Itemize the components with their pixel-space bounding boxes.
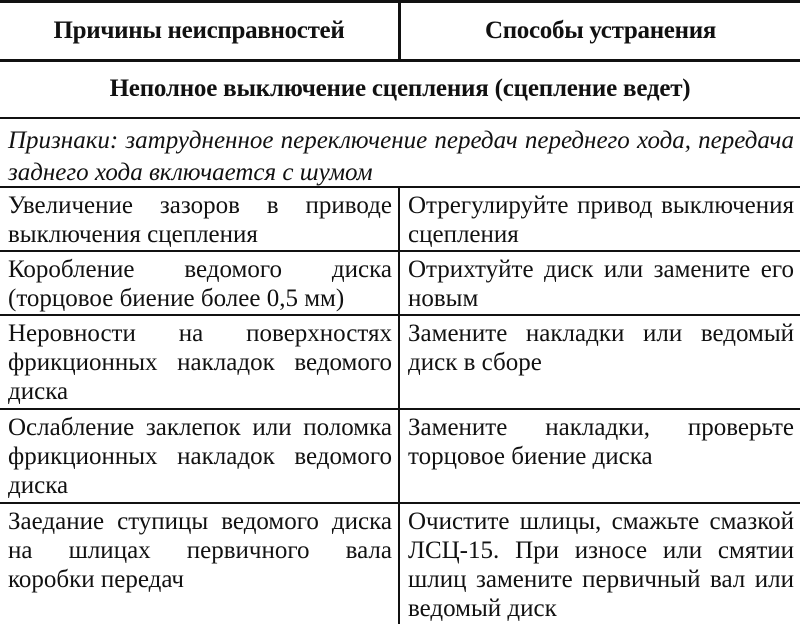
remedy-cell: Отрегулируйте привод выключения сцепления [398,188,800,250]
table-row [0,314,800,408]
cause-cell: Коробление ведомого диска (торцовое биение более 0,5 мм) [8,256,392,312]
remedy-cell: Замените накладки или ведомый диск в сборе [398,316,800,408]
cause-cell: Ослабление заклепок или поломка фрикционных накладок ведомого диска [8,414,392,499]
causes-column-header: Причины неисправностей [53,17,345,44]
cause-cell: Увеличение зазоров в приводе выключения сцепления [8,192,392,248]
table-body [0,186,800,624]
symptoms-text: Признаки: затрудненное переключение передач переднего хода, передача заднего хода включается с шумом [0,117,800,189]
table-row [0,408,800,502]
section-title: Неполное выключение сцепления (сцепление ведет) [109,75,691,102]
remedy-cell: Замените накладки, проверьте торцовое биение диска [398,410,800,502]
table-row [0,186,800,250]
cause-cell: Заедание ступицы ведомого диска на шлицах первичного вала коробки передач [8,508,392,593]
table-row [0,250,800,314]
table-row [0,502,800,624]
remedy-cell: Отрихтуйте диск или замените его новым [398,252,800,314]
remedies-column-header: Способы устранения [398,3,800,59]
cause-cell: Неровности на поверхностях фрикционных накладок ведомого диска [8,320,392,405]
remedy-cell: Очистите шлицы, смажьте смазкой ЛСЦ-15. При износе или смятии шлиц замените первичный вал или ведомый диск [398,504,800,624]
table-header [0,0,800,62]
